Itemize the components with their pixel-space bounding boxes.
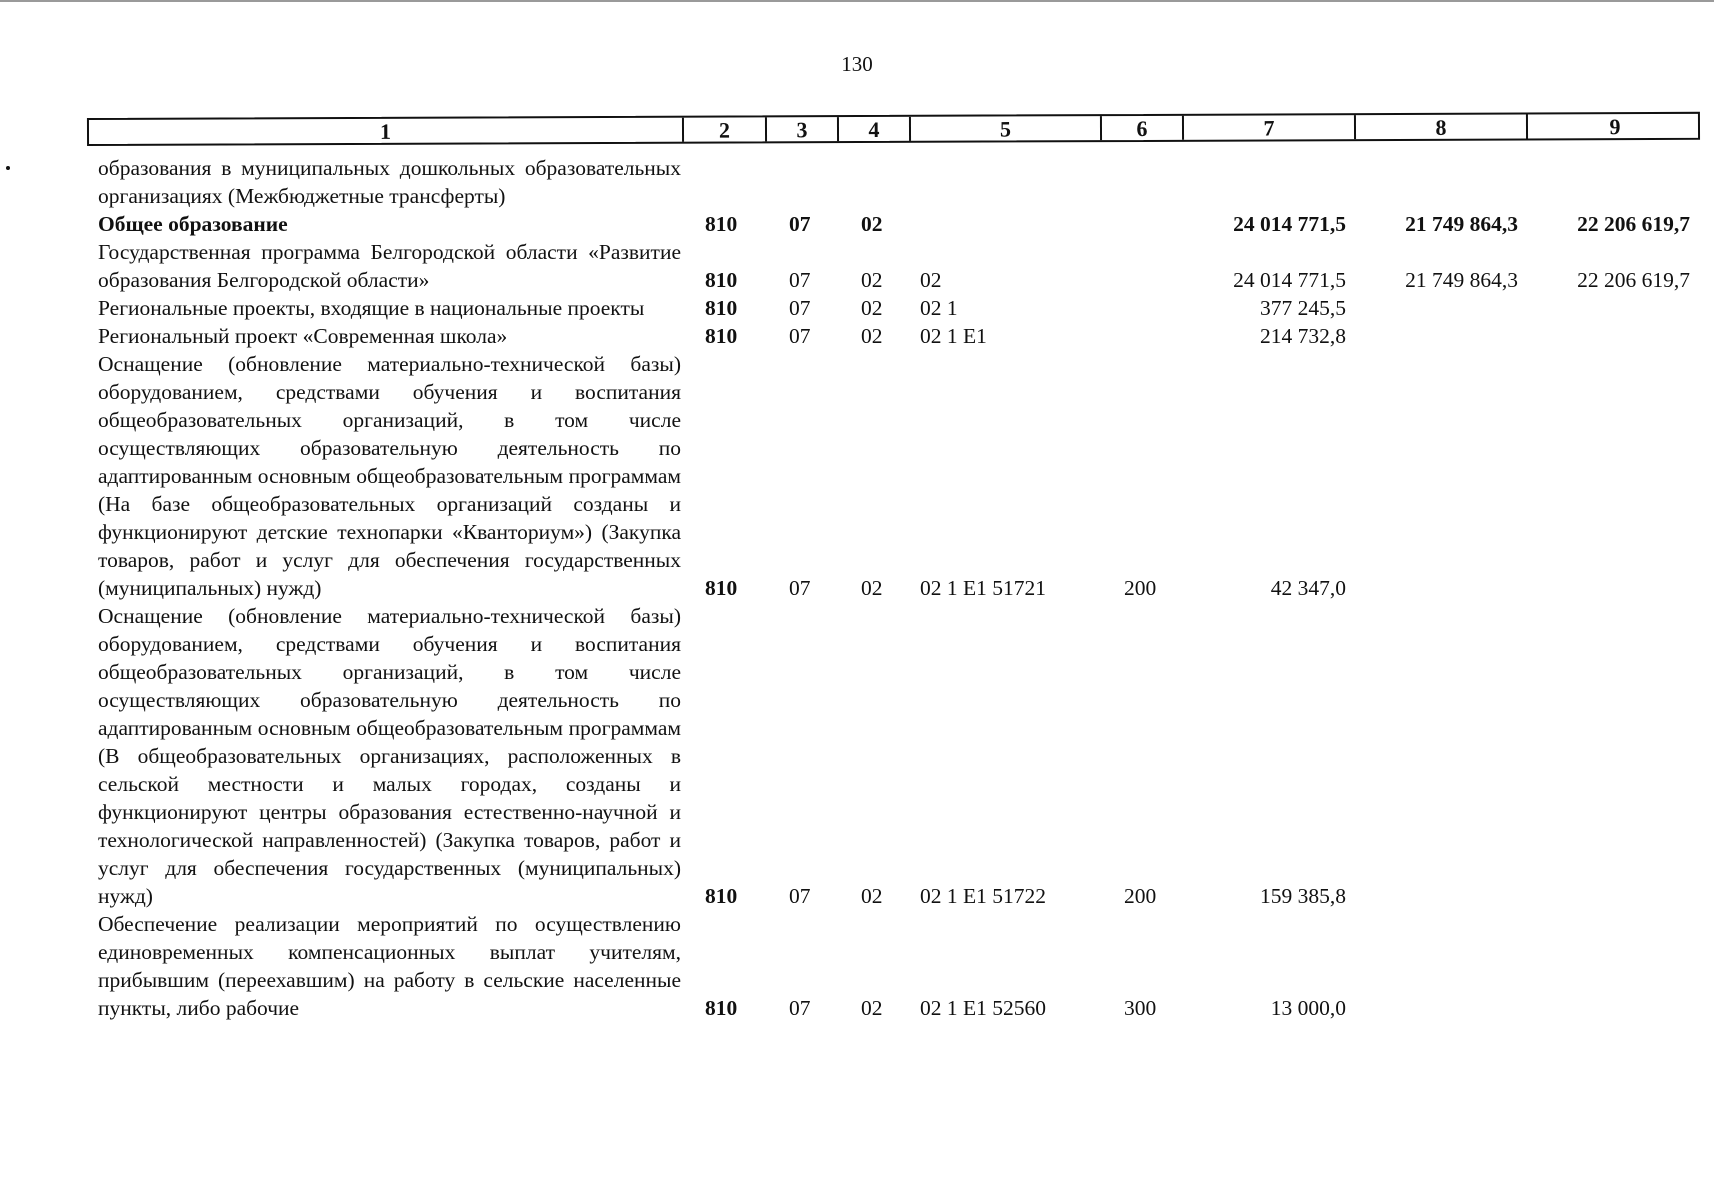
table-row xyxy=(0,602,1714,910)
cell-col-7: 159 385,8 xyxy=(1260,884,1346,908)
table-row xyxy=(0,238,1714,294)
cell-col-2: 810 xyxy=(705,324,738,348)
scan-edge xyxy=(0,0,1714,2)
cell-col-7: 24 014 771,5 xyxy=(1233,268,1346,292)
cell-col-4: 02 xyxy=(861,996,883,1020)
cell-col-3: 07 xyxy=(789,884,811,908)
table-header xyxy=(87,112,1700,146)
table-row xyxy=(0,210,1714,238)
table-body xyxy=(0,154,1714,1022)
cell-col-8: 21 749 864,3 xyxy=(1405,212,1518,236)
row-description: Региональный проект «Современная школа» xyxy=(98,324,508,348)
row-description: Общее образование xyxy=(98,212,288,236)
table-row xyxy=(0,350,1714,602)
table-row xyxy=(0,294,1714,322)
cell-col-3: 07 xyxy=(789,324,811,348)
table-row xyxy=(0,910,1714,1022)
cell-col-4: 02 xyxy=(861,212,883,236)
cell-col-4: 02 xyxy=(861,296,883,320)
page-number: 130 xyxy=(841,52,873,76)
row-description: Оснащение (обновление материально-технической базы) оборудованием, средствами обучения и воспитания общеобразовательных организаций, в том числе осуществляющих образовательную деятельность по адаптированным основным общеобразовательным программам (В общеобразовательных организациях, расположенных в сельской местности и малых городах, созданы и функционируют центры образования естественно-научной и технологической направленностей) (Закупка товаров, работ и услуг для обеспечения государственных (муниципальных) нужд) xyxy=(98,604,681,908)
header-col-9: 9 xyxy=(1526,114,1702,139)
cell-col-2: 810 xyxy=(705,884,738,908)
cell-col-7: 24 014 771,5 xyxy=(1233,212,1346,236)
table-row xyxy=(0,154,1714,210)
header-col-7: 7 xyxy=(1182,115,1354,140)
header-col-5: 5 xyxy=(909,116,1100,141)
header-col-4: 4 xyxy=(837,117,909,141)
table-row xyxy=(0,322,1714,350)
cell-col-5: 02 1 E1 xyxy=(920,324,987,348)
cell-col-5: 02 1 E1 52560 xyxy=(920,996,1047,1020)
cell-col-2: 810 xyxy=(705,268,738,292)
cell-col-4: 02 xyxy=(861,884,883,908)
header-col-3: 3 xyxy=(765,117,837,141)
cell-col-3: 07 xyxy=(789,296,811,320)
header-col-8: 8 xyxy=(1354,114,1526,139)
cell-col-2: 810 xyxy=(705,996,738,1020)
cell-col-6: 300 xyxy=(1124,996,1157,1020)
row-description: Обеспечение реализации мероприятий по осуществлению единовременных компенсационных выплат учителям, прибывшим (переехавшим) на работу в сельские населенные пункты, либо рабочие xyxy=(98,912,681,1020)
header-col-6: 6 xyxy=(1100,116,1182,140)
row-description: Оснащение (обновление материально-технической базы) оборудованием, средствами обучения и воспитания общеобразовательных организаций, в том числе осуществляющих образовательную деятельность по адаптированным основным общеобразовательным программам (На базе общеобразовательных организаций созданы и функционируют детские технопарки «Кванториум») (Закупка товаров, работ и услуг для обеспечения государственных (муниципальных) нужд) xyxy=(98,352,681,600)
cell-col-3: 07 xyxy=(789,996,811,1020)
cell-col-2: 810 xyxy=(705,576,738,600)
cell-col-8: 21 749 864,3 xyxy=(1405,268,1518,292)
header-col-1: 1 xyxy=(379,118,392,144)
cell-col-9: 22 206 619,7 xyxy=(1577,268,1690,292)
cell-col-5: 02 xyxy=(920,268,942,292)
cell-col-3: 07 xyxy=(789,576,811,600)
cell-col-2: 810 xyxy=(705,212,738,236)
cell-col-6: 200 xyxy=(1124,884,1157,908)
cell-col-3: 07 xyxy=(789,212,811,236)
cell-col-7: 214 732,8 xyxy=(1260,324,1346,348)
cell-col-5: 02 1 E1 51721 xyxy=(920,576,1047,600)
cell-col-9: 22 206 619,7 xyxy=(1577,212,1690,236)
cell-col-7: 13 000,0 xyxy=(1270,996,1346,1020)
cell-col-3: 07 xyxy=(789,268,811,292)
cell-col-5: 02 1 E1 51722 xyxy=(920,884,1047,908)
cell-col-4: 02 xyxy=(861,324,883,348)
cell-col-7: 42 347,0 xyxy=(1270,576,1346,600)
cell-col-6: 200 xyxy=(1124,576,1157,600)
cell-col-2: 810 xyxy=(705,296,738,320)
row-description: Государственная программа Белгородской области «Развитие образования Белгородской области» xyxy=(98,240,681,292)
row-description: Региональные проекты, входящие в национальные проекты xyxy=(98,296,645,320)
cell-col-4: 02 xyxy=(861,268,883,292)
cell-col-7: 377 245,5 xyxy=(1260,296,1346,320)
row-description: образования в муниципальных дошкольных образовательных организациях (Межбюджетные трансферты) xyxy=(98,156,681,208)
cell-col-5: 02 1 xyxy=(920,296,958,320)
header-col-2: 2 xyxy=(682,117,765,141)
cell-col-4: 02 xyxy=(861,576,883,600)
